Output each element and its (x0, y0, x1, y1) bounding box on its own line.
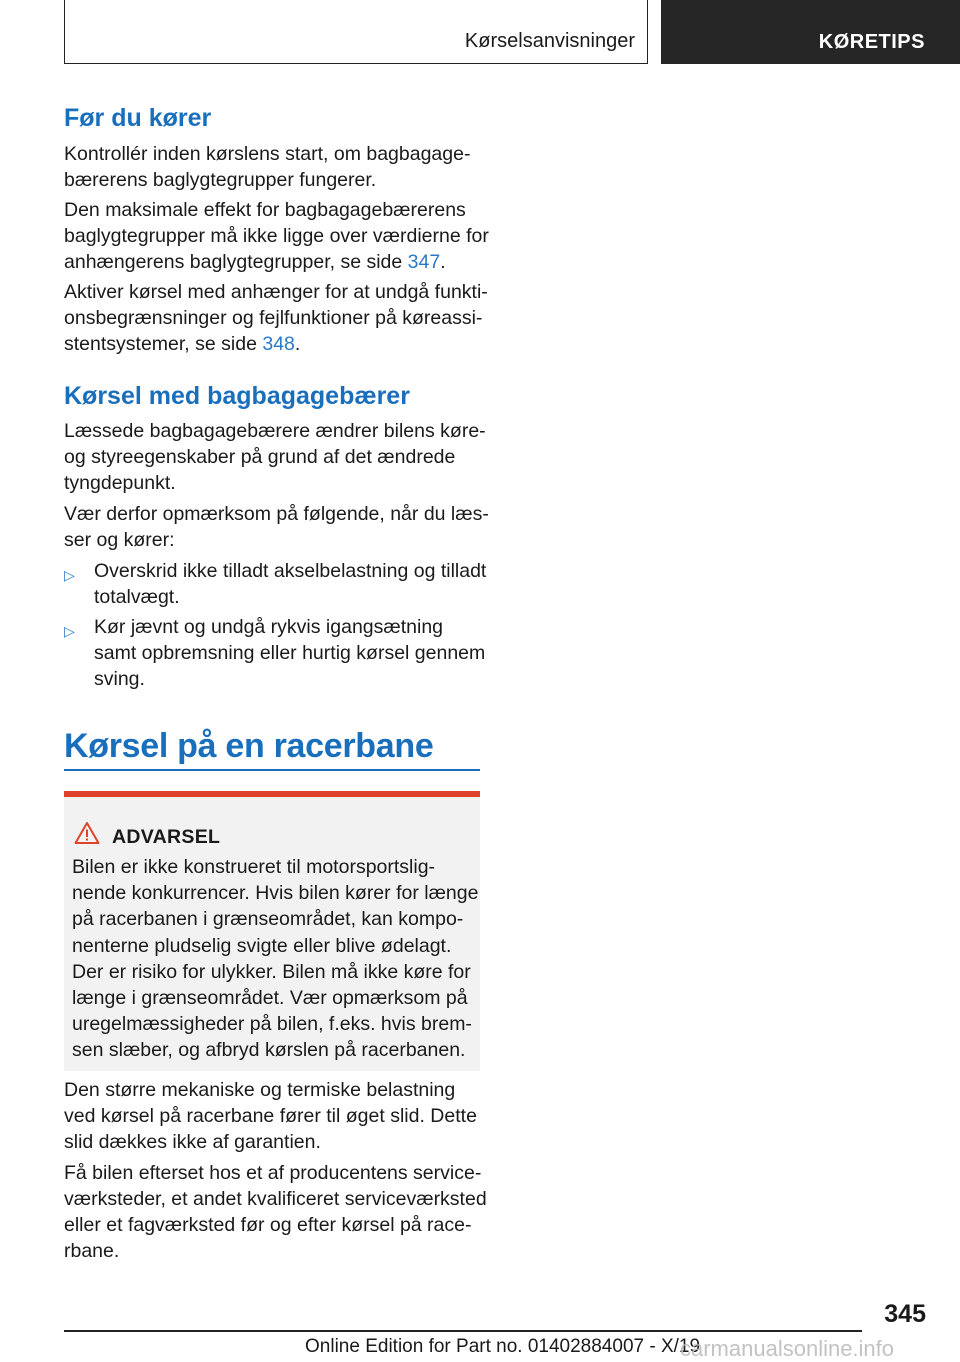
text-line: sving. (94, 668, 145, 690)
bullet-triangle-icon: ▷ (64, 623, 75, 639)
text-line: Læssede bagbagagebærere ændrer bilens køre- (64, 420, 486, 442)
text-line: Aktiver kørsel med anhænger for at undgå funkti- (64, 281, 488, 303)
text-line (64, 331, 480, 357)
header-chapter-title: KØRETIPS (818, 31, 925, 53)
text-line: rbane. (64, 1240, 120, 1262)
text-line: Bilen er ikke konstrueret til motorsportslig- (72, 856, 436, 878)
text-line: samt opbremsning eller hurtig kørsel gennem (94, 642, 486, 664)
warning-body (72, 854, 479, 1064)
paragraph-racetrack-2 (64, 1160, 487, 1264)
paragraph-before-driving-3 (64, 279, 488, 357)
text-line: slid dækkes ikke af garantien. (64, 1131, 321, 1153)
page-link-347[interactable]: 347 (407, 251, 441, 273)
heading-underline (64, 769, 480, 771)
paragraph-racetrack-1 (64, 1077, 480, 1155)
text-line (64, 249, 480, 275)
page-number: 345 (884, 1300, 926, 1328)
watermark: carmanualsonline.info (680, 1336, 895, 1361)
text-line: eller et fagværksted før og efter kørsel på race- (64, 1214, 472, 1236)
footer-edition: Online Edition for Part no. 01402884007 - X/19 (305, 1336, 701, 1357)
paragraph-rack-driving-1 (64, 418, 486, 496)
text-line: Overskrid ikke tilladt akselbelastning og tilladt (94, 560, 487, 582)
header-section-title: Kørselsanvisninger (464, 30, 635, 52)
text-line: Vær derfor opmærksom på følgende, når du læs- (64, 503, 489, 525)
header-section-tab (64, 0, 648, 64)
text-fragment: anhængerens baglygtegrupper, se side (64, 251, 408, 273)
text-line: onsbegrænsninger og fejlfunktioner på køreassi- (64, 307, 483, 329)
text-line: Der er risiko for ulykker. Bilen må ikke køre for (72, 960, 471, 983)
page-link-348[interactable]: 348 (262, 333, 295, 355)
header-chapter-tab (661, 0, 960, 64)
text-line: værksteder, et andet kvalificeret serviceværksted (64, 1188, 487, 1210)
text-line: bærerens baglygtegrupper fungerer. (64, 169, 377, 191)
list-item-text (94, 614, 485, 692)
heading-rack-driving: Kørsel med bagbagagebærer (64, 382, 410, 410)
text-line: Få bilen efterset hos et af producentens service- (64, 1162, 482, 1184)
warning-box (64, 791, 480, 1071)
warning-title: ADVARSEL (112, 826, 221, 848)
text-fragment: . (294, 333, 301, 355)
text-line: totalvægt. (94, 586, 180, 608)
paragraph-rack-driving-2 (64, 501, 489, 553)
warning-triangle-icon (74, 821, 100, 845)
text-fragment: stentsystemer, se side (64, 333, 263, 355)
text-line: Den større mekaniske og termiske belastning (64, 1079, 456, 1101)
text-line: ved kørsel på racerbane fører til øget slid. Dette (64, 1105, 477, 1127)
list-item-text (94, 558, 486, 610)
text-line: længe i grænseområdet. Vær opmærksom på (72, 987, 468, 1010)
text-fragment: . (440, 251, 446, 273)
heading-racetrack: Kørsel på en racerbane (64, 727, 434, 765)
text-line: Kontrollér inden kørslens start, om bagbagage- (64, 143, 471, 165)
text-line: Den maksimale effekt for bagbagagebærerens (64, 199, 466, 221)
text-line: nenterne pludselig svigte eller blive ødelagt. (72, 934, 452, 957)
text-line: Kør jævnt og undgå rykvis igangsætning (94, 616, 444, 638)
footer-divider (64, 1330, 862, 1332)
heading-before-driving: Før du kører (64, 104, 212, 132)
text-line: sen slæber, og afbryd kørslen på racerbanen. (72, 1039, 466, 1062)
text-line: ser og kører: (64, 529, 175, 551)
text-line: tyngdepunkt. (64, 472, 176, 494)
paragraph-before-driving-2 (64, 197, 489, 275)
text-line: nende konkurrencer. Hvis bilen kører for længe (72, 882, 479, 905)
text-line: på racerbanen i grænseområdet, kan kompo- (72, 908, 464, 931)
text-line: uregelmæssigheder på bilen, f.eks. hvis brem- (72, 1013, 472, 1036)
bullet-triangle-icon: ▷ (64, 567, 75, 583)
text-line: og styreegenskaber på grund af det ændrede (64, 446, 456, 468)
text-line: baglygtegrupper må ikke ligge over værdierne for (64, 225, 489, 247)
paragraph-before-driving-1 (64, 141, 480, 193)
